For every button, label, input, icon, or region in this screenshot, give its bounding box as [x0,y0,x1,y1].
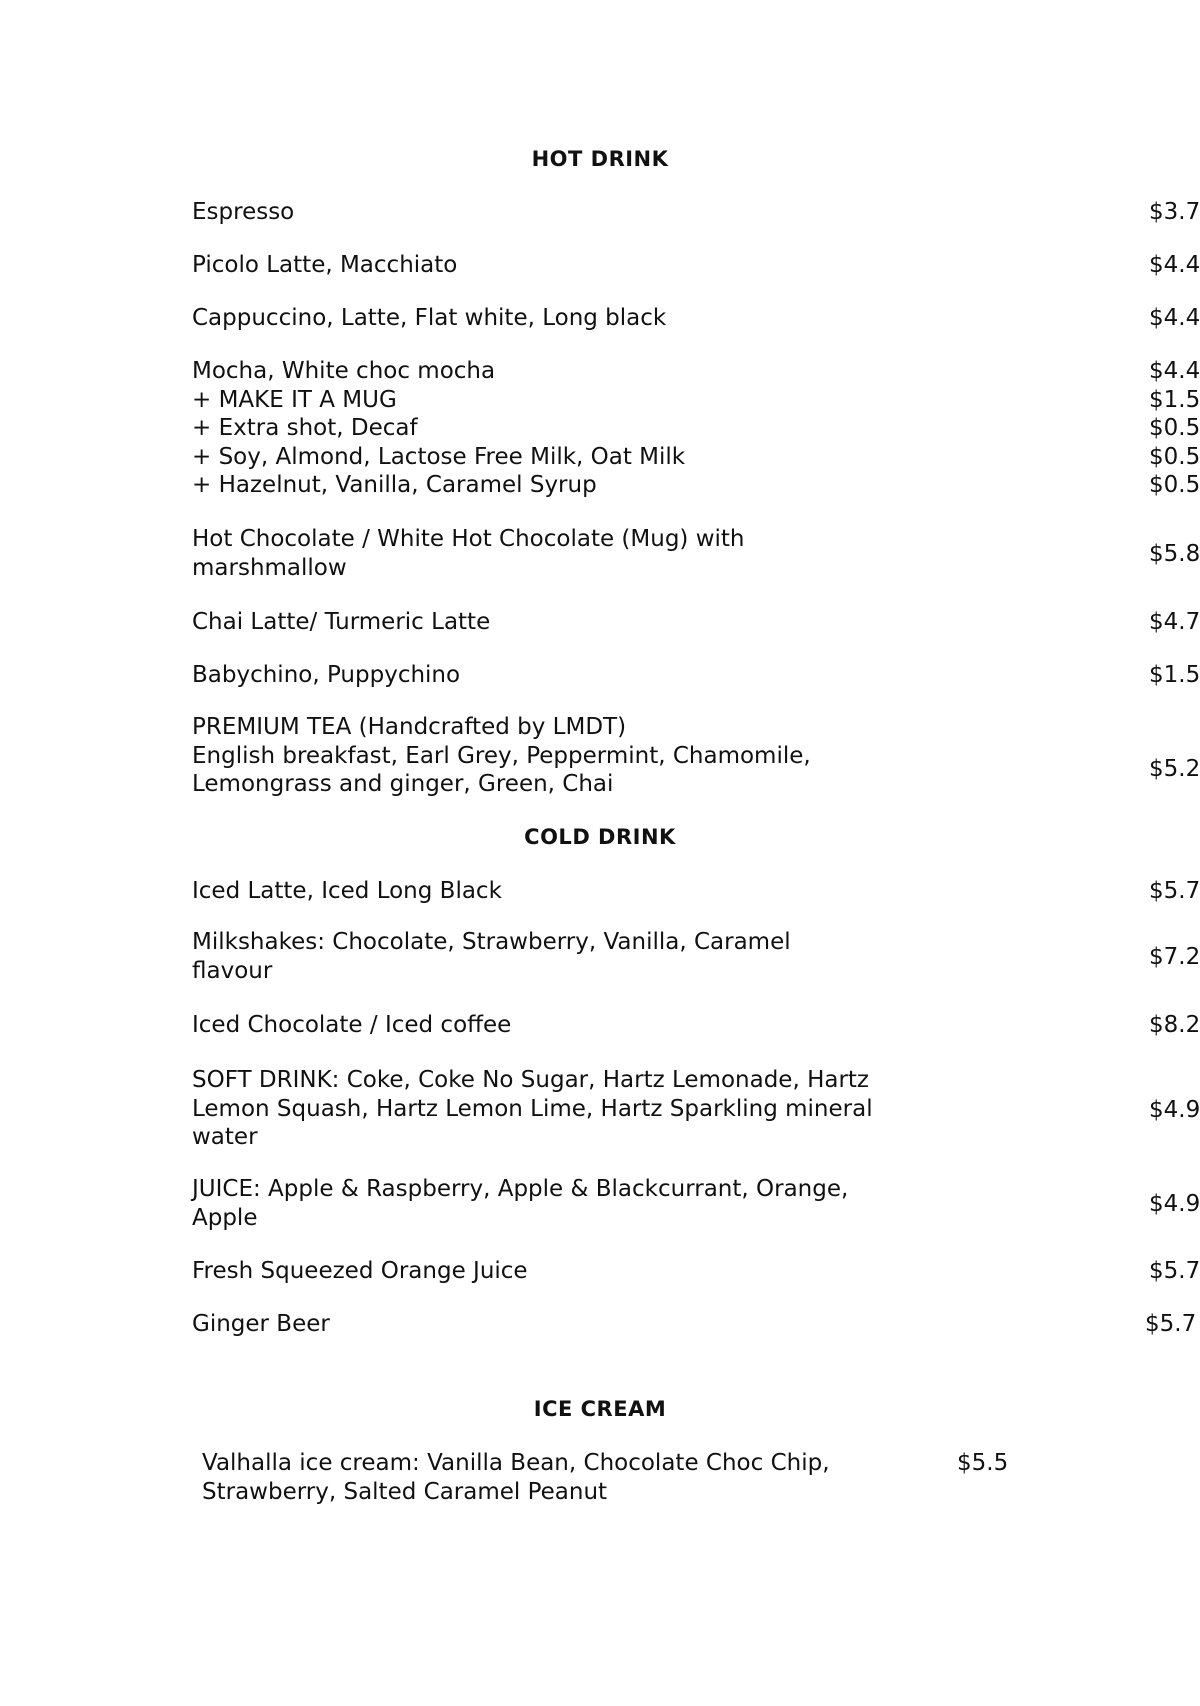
item-price: $4.4 [1149,252,1200,278]
item-name: Iced Chocolate / Iced coffee [192,1012,512,1038]
item-price: $4.4 [1149,305,1200,331]
item-price: $4.7 [1149,609,1200,635]
item-price: $4.9 [1149,1096,1200,1123]
item-name: Ginger Beer [192,1311,330,1337]
item-price: $8.2 [1149,1012,1200,1038]
addon-mug: + MAKE IT A MUG [192,386,397,413]
item-name: Cappuccino, Latte, Flat white, Long black [192,305,667,331]
item-price: $3.7 [1149,199,1200,225]
item-price: $4.4 [1149,358,1200,384]
item-name: Fresh Squeezed Orange Juice [192,1258,528,1284]
item-line: Apple [192,1204,258,1231]
item-name [192,525,932,582]
item-name: Babychino, Puppychino [192,662,461,688]
addon-price: $0.5 [1149,472,1200,498]
item-price: $5.8 [1149,540,1200,567]
ice-cream-heading: ICE CREAM [533,1397,667,1421]
addon-extra-shot: + Extra shot, Decaf [192,415,418,441]
item-price: $5.7 [1149,878,1200,904]
addon-milk: + Soy, Almond, Lactose Free Milk, Oat Milk [192,443,686,470]
item-line: Lemon Squash, Hartz Lemon Lime, Hartz Sparkling mineral [192,1095,873,1122]
item-line: Mocha, White choc mocha [192,358,496,384]
item-line: SOFT DRINK: Coke, Coke No Sugar, Hartz Lemonade, Hartz [192,1067,870,1093]
item-price: $5.5 [957,1450,1009,1476]
cold-drink-heading: COLD DRINK [524,825,676,849]
item-line: Milkshakes: Chocolate, Strawberry, Vanilla, Caramel [192,929,791,955]
item-name: Iced Latte, Iced Long Black [192,878,502,904]
item-name [192,357,932,500]
item-price: $5.2 [1149,755,1200,782]
addon-syrup: + Hazelnut, Vanilla, Caramel Syrup [192,472,597,498]
item-line: Strawberry, Salted Caramel Peanut [202,1478,608,1505]
item-name [192,1066,932,1152]
item-price: $7.2 [1149,943,1200,970]
item-name: Chai Latte/ Turmeric Latte [192,609,491,635]
item-price: $4.9 [1149,1190,1200,1217]
item-name: Picolo Latte, Macchiato [192,252,458,278]
item-price: $5.7 [1149,1258,1200,1284]
item-line: Lemongrass and ginger, Green, Chai [192,771,614,797]
item-line: Hot Chocolate / White Hot Chocolate (Mug) with [192,526,745,552]
item-price: $1.5 [1149,662,1200,688]
item-name [192,1175,932,1232]
item-line: JUICE: Apple & Raspberry, Apple & Blackcurrant, Orange, [192,1176,849,1202]
item-line: flavour [192,957,273,984]
item-price: $5.7 [1145,1311,1197,1337]
item-name: Espresso [192,199,295,225]
addon-price: $1.5 [1149,386,1200,413]
item-name [202,1449,942,1506]
item-line: Valhalla ice cream: Vanilla Bean, Chocolate Choc Chip, [202,1450,830,1476]
item-line: PREMIUM TEA (Handcrafted by LMDT) [192,714,627,740]
item-line: water [192,1124,258,1150]
item-line: English breakfast, Earl Grey, Peppermint, Chamomile, [192,742,811,769]
hot-drink-heading: HOT DRINK [531,147,669,171]
addon-price: $0.5 [1149,415,1200,441]
item-name [192,713,932,799]
item-line: marshmallow [192,554,347,581]
addon-price: $0.5 [1149,443,1200,470]
item-prices [1149,357,1200,500]
item-name [192,928,932,985]
